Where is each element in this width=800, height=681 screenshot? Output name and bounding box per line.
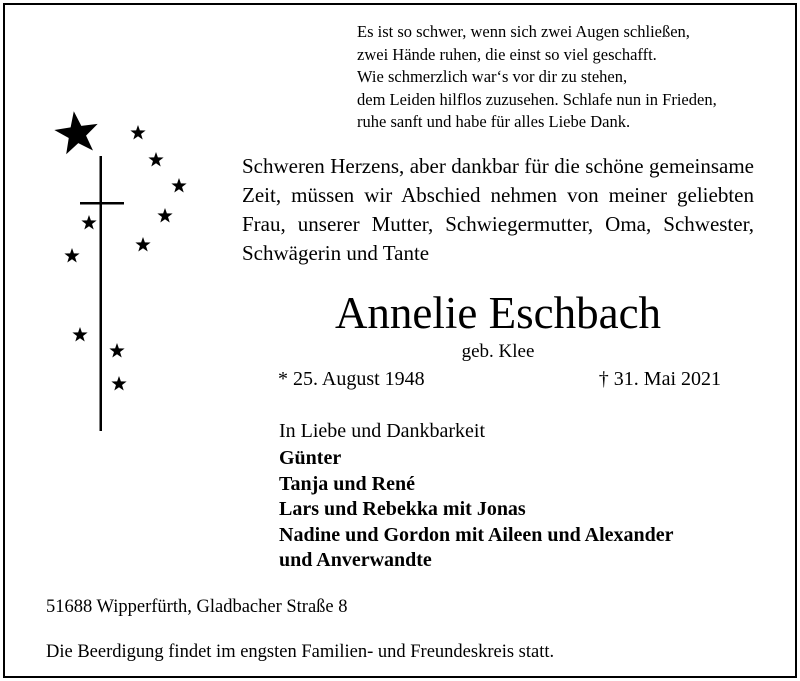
star-icon [111,376,126,390]
star-icon [52,108,101,155]
mourner-name: Lars und Rebekka mit Jonas [279,498,526,520]
poem-line: dem Leiden hilflos zuzusehen. Schlafe nun in Frieden, [357,89,717,109]
star-icon [171,178,186,192]
star-icon [148,152,163,166]
mourner-name: Nadine und Gordon mit Aileen und Alexander [279,523,674,546]
intro-text: Schweren Herzens, aber dankbar für die schöne gemeinsame Zeit, müssen wir Abschied nehmen von meiner geliebten Frau, unserer Mutter, Schwiegermutter, Oma, Schwester, Schwägerin und Tante [242,154,754,265]
address: 51688 Wipperfürth, Gladbacher Straße 8 [46,597,348,617]
funeral-note: Die Beerdigung findet im engsten Familien- und Freundeskreis statt. [46,642,555,662]
mourner-name: und Anverwandte [279,549,432,571]
star-icon [135,237,150,251]
poem-line: ruhe sanft und habe für alles Liebe Dank. [357,112,631,131]
poem-line: Wie schmerzlich war‘s vor dir zu stehen, [357,67,628,86]
poem-line: Es ist so schwer, wenn sich zwei Augen schließen, [357,22,690,41]
poem-line: zwei Hände ruhen, die einst so viel geschafft. [357,44,657,64]
star-icon [130,125,145,139]
deceased-name: Annelie Eschbach [334,288,662,338]
cross-and-stars-emblem [0,0,240,440]
star-icon [72,327,87,341]
star-icon [157,208,172,222]
cross-icon [80,156,124,431]
mourner-name: Günter [279,447,342,469]
star-icon [64,248,79,262]
mourners-list [279,446,674,574]
birth-date: * 25. August 1948 [278,368,425,390]
star-icon [109,343,124,357]
poem [357,21,717,134]
mourner-name: Tanja und René [279,472,415,495]
death-date: † 31. Mai 2021 [598,368,721,390]
star-icon [81,215,96,229]
mourners-intro: In Liebe und Dankbarkeit [279,420,486,442]
maiden-name: geb. Klee [461,341,535,362]
